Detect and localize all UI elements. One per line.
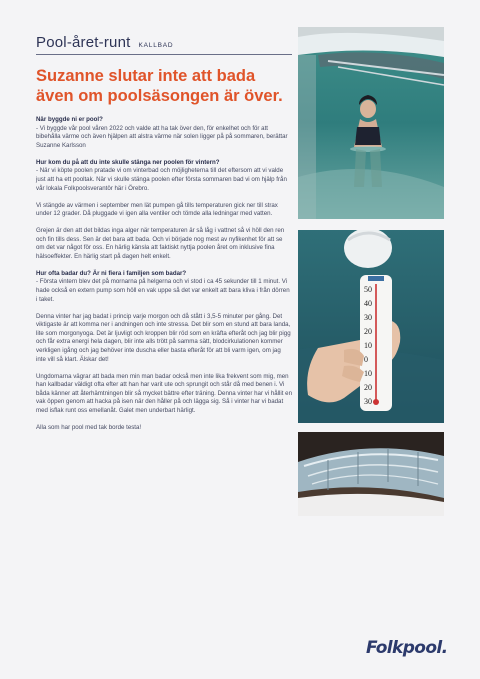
question: Hur kom du på att du inte skulle stänga ner poolen för vintern?	[36, 158, 220, 166]
qa-1	[36, 116, 292, 150]
thermometer-scale	[364, 285, 372, 406]
qa-3	[36, 270, 292, 304]
article-headline: Suzanne slutar inte att bada även om poolsäsongen är över.	[36, 67, 283, 105]
paragraph: Alla som har pool med tak borde testa!	[36, 423, 142, 431]
folkpool-logo: Folkpool.	[366, 638, 448, 658]
answer: - Första vintern blev det på mornarna på helgerna och vi stod i ca 45 sekunder till 1 minut. Vi hade också en extern pump som höll en vak uppe så det var enkelt att bara kliva i från dörren i taket.	[36, 278, 290, 303]
scale-label: 0	[364, 355, 368, 364]
header-title: Pool-året-runt	[36, 34, 131, 51]
scale-label: 10	[364, 369, 372, 378]
page-header	[36, 34, 292, 55]
photo-thermometer	[298, 230, 444, 423]
photo-pool-enclosure-image	[298, 432, 444, 516]
scale-label: 40	[364, 299, 372, 308]
question: När byggde ni er pool?	[36, 116, 103, 123]
article-body	[36, 116, 292, 441]
question: Hur ofta badar du? Är ni fiera i familjen som badar?	[36, 269, 187, 277]
scale-label: 10	[364, 341, 372, 350]
scale-label: 30	[364, 397, 372, 406]
photo-thermometer-image	[298, 230, 444, 423]
scale-label: 20	[364, 327, 372, 336]
scale-label: 50	[364, 285, 372, 294]
header-section-label: KALLBAD	[138, 42, 174, 49]
photo-pool-enclosure-night	[298, 432, 444, 516]
paragraph: Vi stängde av värmen i september men lät pumpen gå tills temperaturen gick ner till strax under 12 grader. Då pluggade vi igen alla ventiler och tömde alla ledningar med vatten.	[36, 201, 278, 218]
answer: - När vi köpte poolen pratade vi om vinterbad och möjligheterna till det eftersom att vi valde just att ha ett pooltak. När vi skulle stänga poolen efter första sommaren bad vi om hjälp från vår lokala Folkpoolsverantör här i Örebro.	[36, 167, 287, 192]
paragraph: Grejen är den att det bildas inga alger när temperaturen är så låg i vattnet så vi höll den ren och fin tills dess. Sen är det bara att bada. Och vi började nog mest av nyfikenhet för att se om det var något för oss. En härlig känsla att faktiskt nyttja poolen året om inklusive fina hälsoeffekter. En härlig start på dagen helt enkelt.	[36, 227, 285, 260]
paragraph: Ungdomarna vägrar att bada men min man badar också men inte lika frekvent som mig, men han kallbadar väldigt ofta efter att han har varit ute och sprungit och står då med benen i. Vi båda känner att återhämtningen blir så mycket bättre efter träning. Denna vinter har vi hållit en vak öppen genom att hacka på isen när den håller på och lägga sig. Så i vinter har vi badat med isflak runt oss emellanåt. Galet men underbart härligt.	[36, 372, 292, 414]
scale-label: 30	[364, 313, 372, 322]
qa-2	[36, 159, 292, 193]
photo-woman-in-pool	[298, 27, 444, 219]
scale-label: 20	[364, 383, 372, 392]
paragraph: Denna vinter har jag badat i princip varje morgon och då stått i 3,5-5 minuter per gång. Det viktigaste är att komma ner i andningen och inte stressa. Det blir som en stund att bara landa, lite som morgonyoga. Det är ljuvligt och kroppen blir röd som en kräfta efteråt och jag blir pigg och får extra energi hela dagen, blir inte alls trött på samma sätt, blodcirkulationen kommer verkligen igång och jag behöver inte duscha eller basta efteråt för att bli varm igen, om jag inte vill så klart. Älskar det!	[36, 312, 291, 363]
photo-woman-in-pool-image	[298, 27, 444, 219]
answer: - Vi byggde vår pool våren 2022 och valde att ha tak över den, för enkelhet och för att bibehålla värme och även hjälpen att alstra värme när solen ligger på på sommaren, berättar Suzanne Karlsson	[36, 124, 288, 149]
